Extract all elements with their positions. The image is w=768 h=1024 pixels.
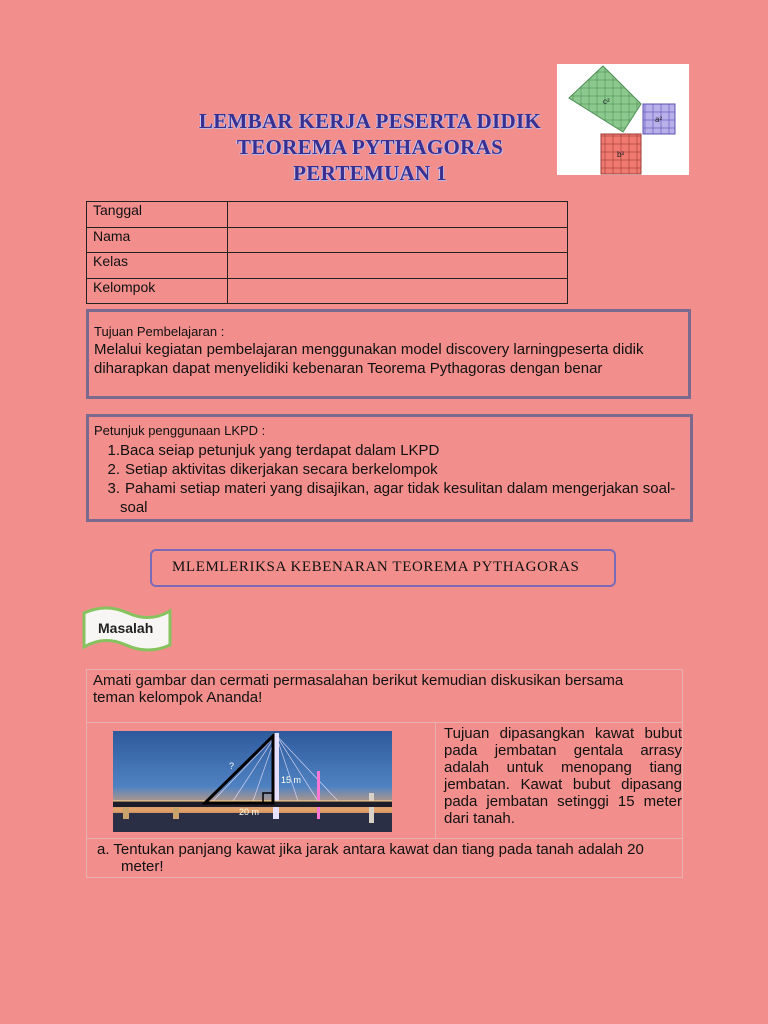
instructions-heading: Petunjuk penggunaan LKPD : <box>94 423 266 438</box>
instructions-list <box>94 441 689 517</box>
table-row <box>87 723 683 839</box>
problem-intro <box>87 670 683 723</box>
objective-box <box>86 309 691 399</box>
row-label: Tanggal <box>87 202 228 228</box>
objective-heading: Tujuan Pembelajaran : <box>94 324 225 339</box>
nama-field[interactable] <box>228 227 568 253</box>
row-label: Kelompok <box>87 278 228 304</box>
label-b: b² <box>617 150 625 159</box>
kelompok-field[interactable] <box>228 278 568 304</box>
table-row <box>87 670 683 723</box>
table-row <box>87 202 568 228</box>
pythagoras-figure <box>557 64 689 175</box>
list-item: 3. Pahami setiap materi yang disajikan, agar tidak kesulitan dalam mengerjakan soal- <box>107 480 676 497</box>
kelas-field[interactable] <box>228 253 568 279</box>
question-cell <box>87 839 683 878</box>
label-height: 15 m <box>281 775 302 785</box>
question-line-2: meter! <box>121 858 164 875</box>
bridge-image-cell <box>87 723 436 839</box>
row-label: Nama <box>87 227 228 253</box>
label-base: 20 m <box>239 807 260 817</box>
page-title <box>180 108 560 186</box>
label-a: a² <box>655 115 663 124</box>
question-label: a. <box>97 841 110 858</box>
question-line-1: Tentukan panjang kawat jika jarak antara kawat dan tiang pada tanah adalah 20 <box>113 841 644 858</box>
identity-table <box>86 201 568 304</box>
label-unknown: ? <box>229 761 235 771</box>
table-row <box>87 227 568 253</box>
tanggal-field[interactable] <box>228 202 568 228</box>
title-line-1: LEMBAR KERJA PESERTA DIDIK <box>198 109 542 133</box>
list-item: 1.Baca seiap petunjuk yang terdapat dalam LKPD <box>107 442 440 459</box>
list-item: 2. Setiap aktivitas dikerjakan secara berkelompok <box>107 461 438 478</box>
intro-line-2: teman kelompok Ananda! <box>93 689 263 706</box>
table-row <box>87 839 683 878</box>
title-line-2: TEOREMA PYTHAGORAS <box>236 135 504 159</box>
section-banner <box>150 549 616 587</box>
title-line-3: PERTEMUAN 1 <box>293 161 447 185</box>
pythagoras-diagram <box>557 64 689 175</box>
problem-description: Tujuan dipasangkan kawat bubut pada jembatan gentala arrasy adalah untuk menopang tiang jembatan. Kawat bubut dipasang pada jembatan setinggi 15 meter dari tanah. <box>436 723 683 839</box>
masalah-label: Masalah <box>98 620 154 636</box>
table-row <box>87 253 568 279</box>
problem-table <box>86 669 683 878</box>
instructions-box <box>86 414 693 522</box>
row-label: Kelas <box>87 253 228 279</box>
section-banner-text: MLEMLERIKSA KEBENARAN TEOREMA PYTHAGORAS <box>172 559 580 575</box>
label-c: c² <box>603 97 610 106</box>
masalah-tag <box>82 605 172 653</box>
objective-text: Melalui kegiatan pembelajaran menggunakan model discovery larningpeserta didik diharapkan dapat menyelidiki kebenaran Teorema Pythagoras dengan benar <box>94 341 644 377</box>
bridge-photo <box>113 731 392 832</box>
intro-line-1: Amati gambar dan cermati permasalahan berikut kemudian diskusikan bersama <box>93 672 624 689</box>
list-item: soal <box>120 499 148 516</box>
table-row <box>87 278 568 304</box>
